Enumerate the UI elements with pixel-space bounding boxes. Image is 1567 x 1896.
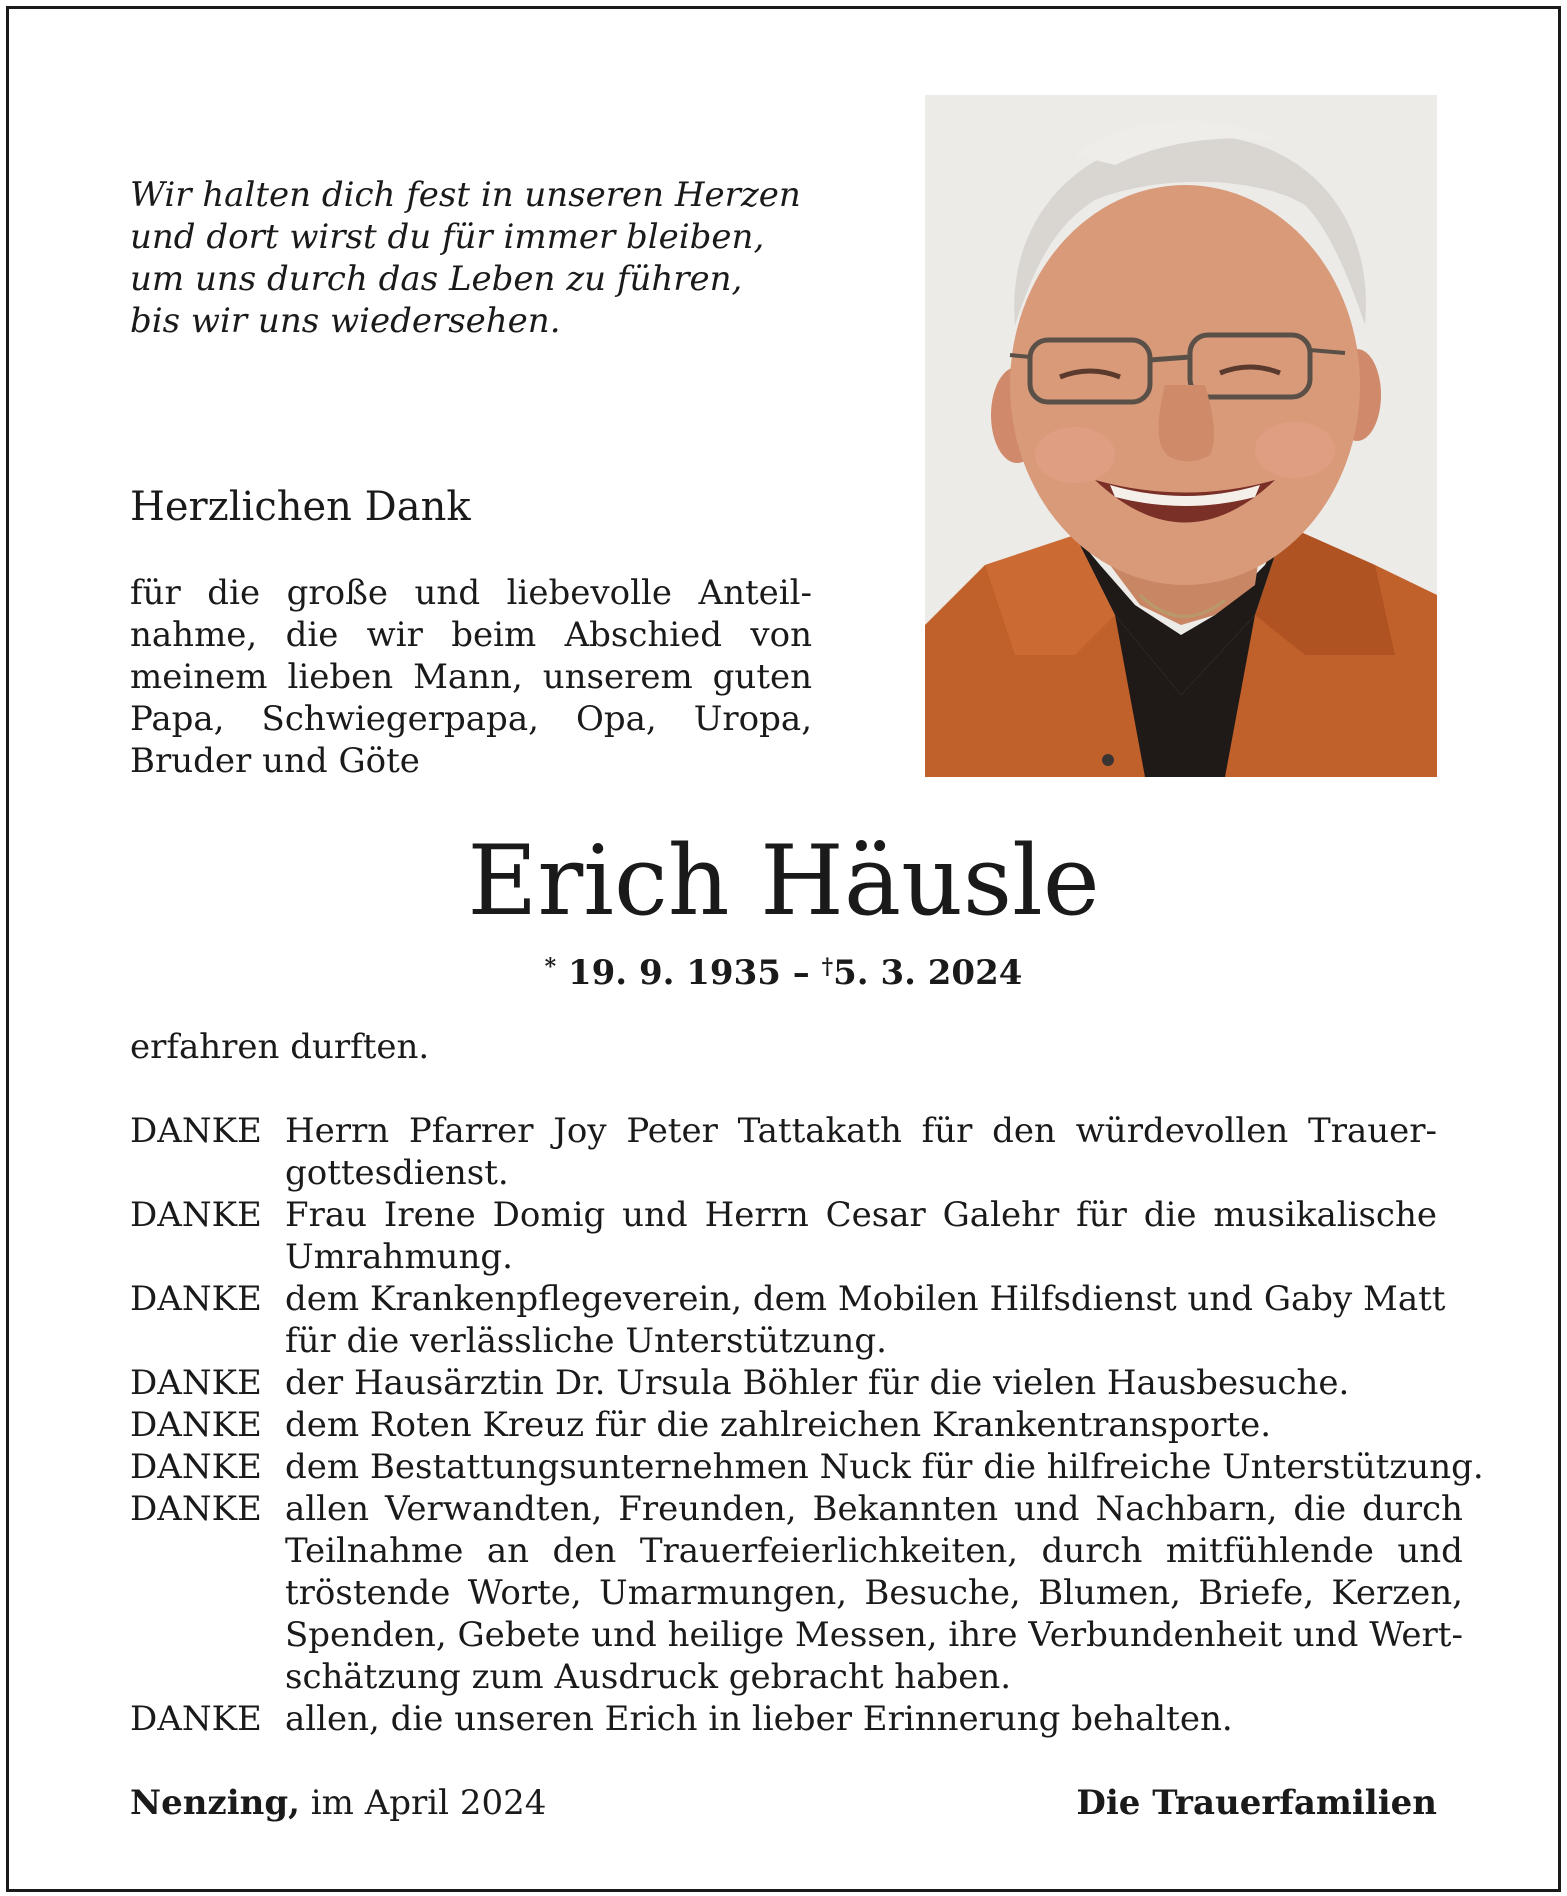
poem-line: um uns durch das Leben zu führen, bbox=[130, 259, 743, 299]
list-item bbox=[130, 1488, 1463, 1698]
death-symbol: † bbox=[821, 954, 834, 980]
danke-line: dem Bestattungsunternehmen Nuck für die hilfreiche Unterstützung. bbox=[285, 1447, 1484, 1487]
danke-line: schätzung zum Ausdruck gebracht haben. bbox=[285, 1657, 1012, 1697]
danke-label: DANKE bbox=[130, 1489, 262, 1529]
danke-text bbox=[285, 1362, 1437, 1404]
list-item bbox=[130, 1362, 1437, 1404]
footer-signature: Die Trauerfamilien bbox=[1076, 1783, 1437, 1823]
danke-text bbox=[285, 1698, 1437, 1740]
danke-label: DANKE bbox=[130, 1279, 262, 1319]
list-item bbox=[130, 1698, 1437, 1740]
thanks-intro bbox=[130, 572, 812, 782]
danke-text bbox=[285, 1404, 1437, 1446]
danke-line: für die verlässliche Unterstützung. bbox=[285, 1321, 887, 1361]
poem-line: Wir halten dich fest in unseren Herzen bbox=[130, 175, 801, 215]
danke-line: dem Krankenpflegeverein, dem Mobilen Hilfsdienst und Gaby Matt bbox=[285, 1279, 1446, 1319]
danke-text bbox=[285, 1278, 1445, 1362]
life-dates bbox=[0, 946, 1567, 994]
danke-line: Umrahmung. bbox=[285, 1237, 513, 1277]
danke-line: dem Roten Kreuz für die zahlreichen Krankentransporte. bbox=[285, 1405, 1272, 1445]
danke-line: allen Verwandten, Freunden, Bekannten und Nachbarn, die durch bbox=[285, 1489, 1463, 1529]
danke-line: der Hausärztin Dr. Ursula Böhler für die vielen Hausbesuche. bbox=[285, 1363, 1350, 1403]
thanks-intro-line: für die große und liebevolle Anteil- bbox=[130, 573, 812, 613]
list-item bbox=[130, 1110, 1437, 1194]
danke-text bbox=[285, 1110, 1437, 1194]
death-date: 5. 3. 2024 bbox=[833, 953, 1023, 993]
danke-list bbox=[130, 1110, 1484, 1740]
danke-line: Teilnahme an den Trauerfeierlichkeiten, durch mitfühlende und bbox=[285, 1531, 1463, 1571]
danke-label: DANKE bbox=[130, 1699, 262, 1739]
footer-place-date bbox=[130, 1782, 546, 1824]
danke-text bbox=[285, 1446, 1484, 1488]
birth-date: 19. 9. 1935 bbox=[567, 953, 781, 993]
danke-line: tröstende Worte, Umarmungen, Besuche, Blumen, Briefe, Kerzen, bbox=[285, 1573, 1463, 1613]
danke-line: gottesdienst. bbox=[285, 1153, 509, 1193]
footer-place: Nenzing, bbox=[130, 1783, 300, 1823]
thanks-intro-line: Bruder und Göte bbox=[130, 741, 420, 781]
date-dash: – bbox=[792, 953, 810, 993]
danke-line: allen, die unseren Erich in lieber Erinnerung behalten. bbox=[285, 1699, 1233, 1739]
birth-symbol: * bbox=[544, 954, 557, 980]
thanks-intro-line: Papa, Schwiegerpapa, Opa, Uropa, bbox=[130, 699, 812, 739]
danke-line: Herrn Pfarrer Joy Peter Tattakath für den würdevollen Trauer- bbox=[285, 1111, 1437, 1151]
memorial-poem bbox=[130, 174, 890, 342]
danke-text bbox=[285, 1194, 1437, 1278]
footer-date: im April 2024 bbox=[310, 1783, 547, 1823]
portrait-illustration bbox=[925, 95, 1437, 777]
thanks-continuation: erfahren durften. bbox=[130, 1027, 430, 1067]
list-item bbox=[130, 1278, 1446, 1362]
danke-label: DANKE bbox=[130, 1447, 262, 1487]
danke-label: DANKE bbox=[130, 1363, 262, 1403]
danke-line: Spenden, Gebete und heilige Messen, ihre Verbundenheit und Wert- bbox=[285, 1615, 1463, 1655]
poem-line: bis wir uns wiedersehen. bbox=[130, 301, 561, 341]
thanks-heading: Herzlichen Dank bbox=[130, 484, 471, 530]
list-item bbox=[130, 1404, 1437, 1446]
danke-label: DANKE bbox=[130, 1195, 262, 1235]
poem-line: und dort wirst du für immer bleiben, bbox=[130, 217, 765, 257]
deceased-name: Erich Häusle bbox=[467, 825, 1100, 937]
danke-label: DANKE bbox=[130, 1405, 262, 1445]
danke-line: Frau Irene Domig und Herrn Cesar Galehr für die musikalische bbox=[285, 1195, 1437, 1235]
danke-label: DANKE bbox=[130, 1111, 262, 1151]
thanks-intro-line: meinem lieben Mann, unserem guten bbox=[130, 657, 812, 697]
list-item bbox=[130, 1446, 1484, 1488]
list-item bbox=[130, 1194, 1437, 1278]
thanks-intro-line: nahme, die wir beim Abschied von bbox=[130, 615, 812, 655]
danke-text bbox=[285, 1488, 1463, 1698]
portrait-photo bbox=[925, 95, 1437, 777]
